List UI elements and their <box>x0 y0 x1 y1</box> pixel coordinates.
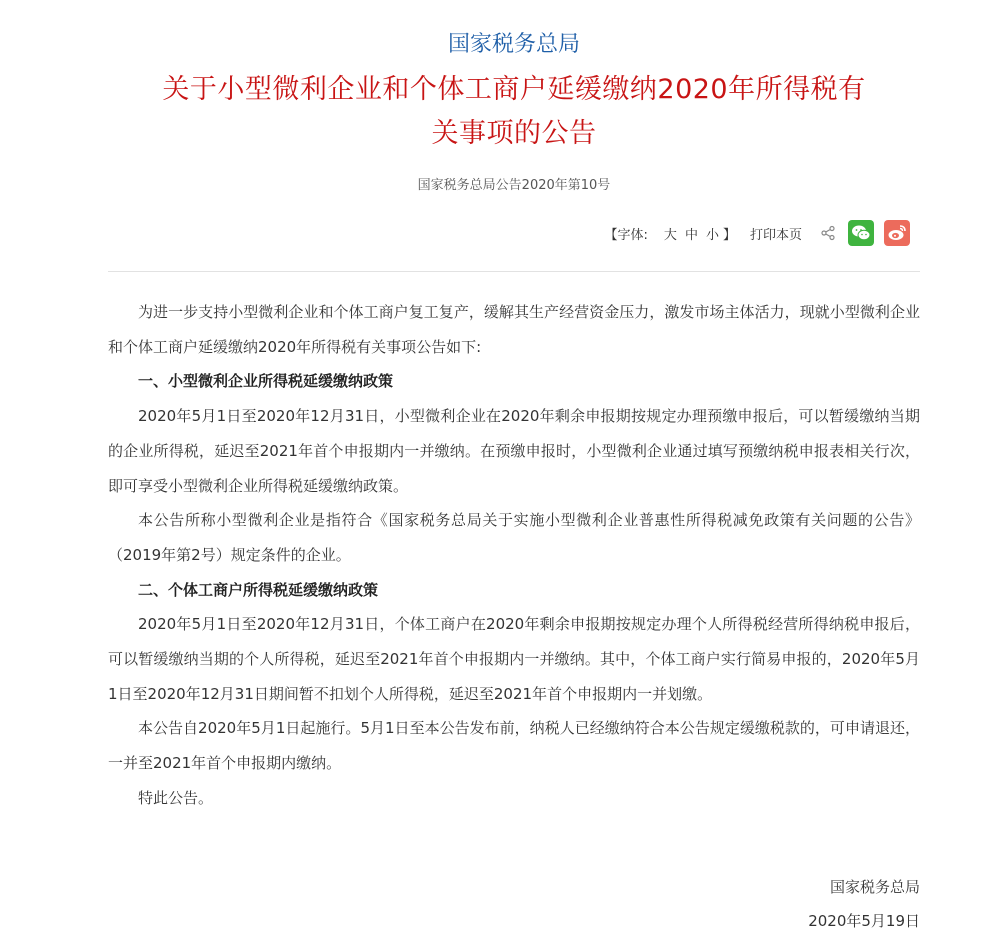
title-line-1: 关于小型微利企业和个体工商户延缓缴纳2020年所得税有 <box>162 74 866 105</box>
title-line-2: 关事项的公告 <box>431 118 597 149</box>
document-number: 国家税务总局公告2020年第10号 <box>417 178 611 193</box>
signature-date: 2020年5月19日 <box>808 912 920 930</box>
section-heading: 二、个体工商户所得税延缓缴纳政策 <box>138 580 379 599</box>
share-icon[interactable] <box>820 225 836 241</box>
body-paragraph: 2020年5月1日至2020年12月31日，个体工商户在2020年剩余申报期按规定办理个人所得税经营所得纳税申报后，可以暂缓缴纳当期的个人所得税，延迟至2021年首个申报期内一并缴纳。其中，个体工商户实行简易申报的，2020年5月1日至2020年12月31日期间暂不扣划个人所得税，延迟至2021年首个申报期内一并划缴。 <box>108 615 920 703</box>
wechat-icon[interactable] <box>848 220 874 246</box>
agency-name: 国家税务总局 <box>447 32 580 57</box>
announcement-body <box>108 295 920 816</box>
font-size-small-button[interactable]: 小 <box>705 227 719 243</box>
font-size-label: 【字体: <box>604 227 648 243</box>
weibo-icon[interactable] <box>884 220 910 246</box>
closing-paragraph: 特此公告。 <box>138 788 214 807</box>
signature-block <box>808 870 920 938</box>
signature-agency: 国家税务总局 <box>829 878 920 896</box>
article-toolbar <box>605 218 910 248</box>
body-paragraph: 本公告所称小型微利企业是指符合《国家税务总局关于实施小型微利企业普惠性所得税减免政策有关问题的公告》（2019年第2号）规定条件的企业。 <box>108 511 920 564</box>
body-paragraph: 本公告自2020年5月1日起施行。5月1日至本公告发布前，纳税人已经缴纳符合本公告规定缓缴税款的，可申请退还，一并至2021年首个申报期内缴纳。 <box>108 719 920 773</box>
body-paragraph: 2020年5月1日至2020年12月31日，小型微利企业在2020年剩余申报期按规定办理预缴申报后，可以暂缓缴纳当期的企业所得税，延迟至2021年首个申报期内一并缴纳。在预缴申报时，小型微利企业通过填写预缴纳税申报表相关行次，即可享受小型微利企业所得税延缓缴纳政策。 <box>108 407 920 495</box>
font-size-medium-button[interactable]: 中 <box>684 227 698 243</box>
header-divider <box>108 271 920 272</box>
font-size-bracket: 】 <box>722 227 736 243</box>
font-size-large-button[interactable]: 大 <box>663 227 677 243</box>
print-page-button[interactable]: 打印本页 <box>749 227 802 243</box>
page-title <box>108 68 920 156</box>
body-paragraph: 为进一步支持小型微利企业和个体工商户复工复产，缓解其生产经营资金压力，激发市场主体活力，现就小型微利企业和个体工商户延缓缴纳2020年所得税有关事项公告如下: <box>108 303 920 356</box>
section-heading: 一、小型微利企业所得税延缓缴纳政策 <box>138 372 394 391</box>
